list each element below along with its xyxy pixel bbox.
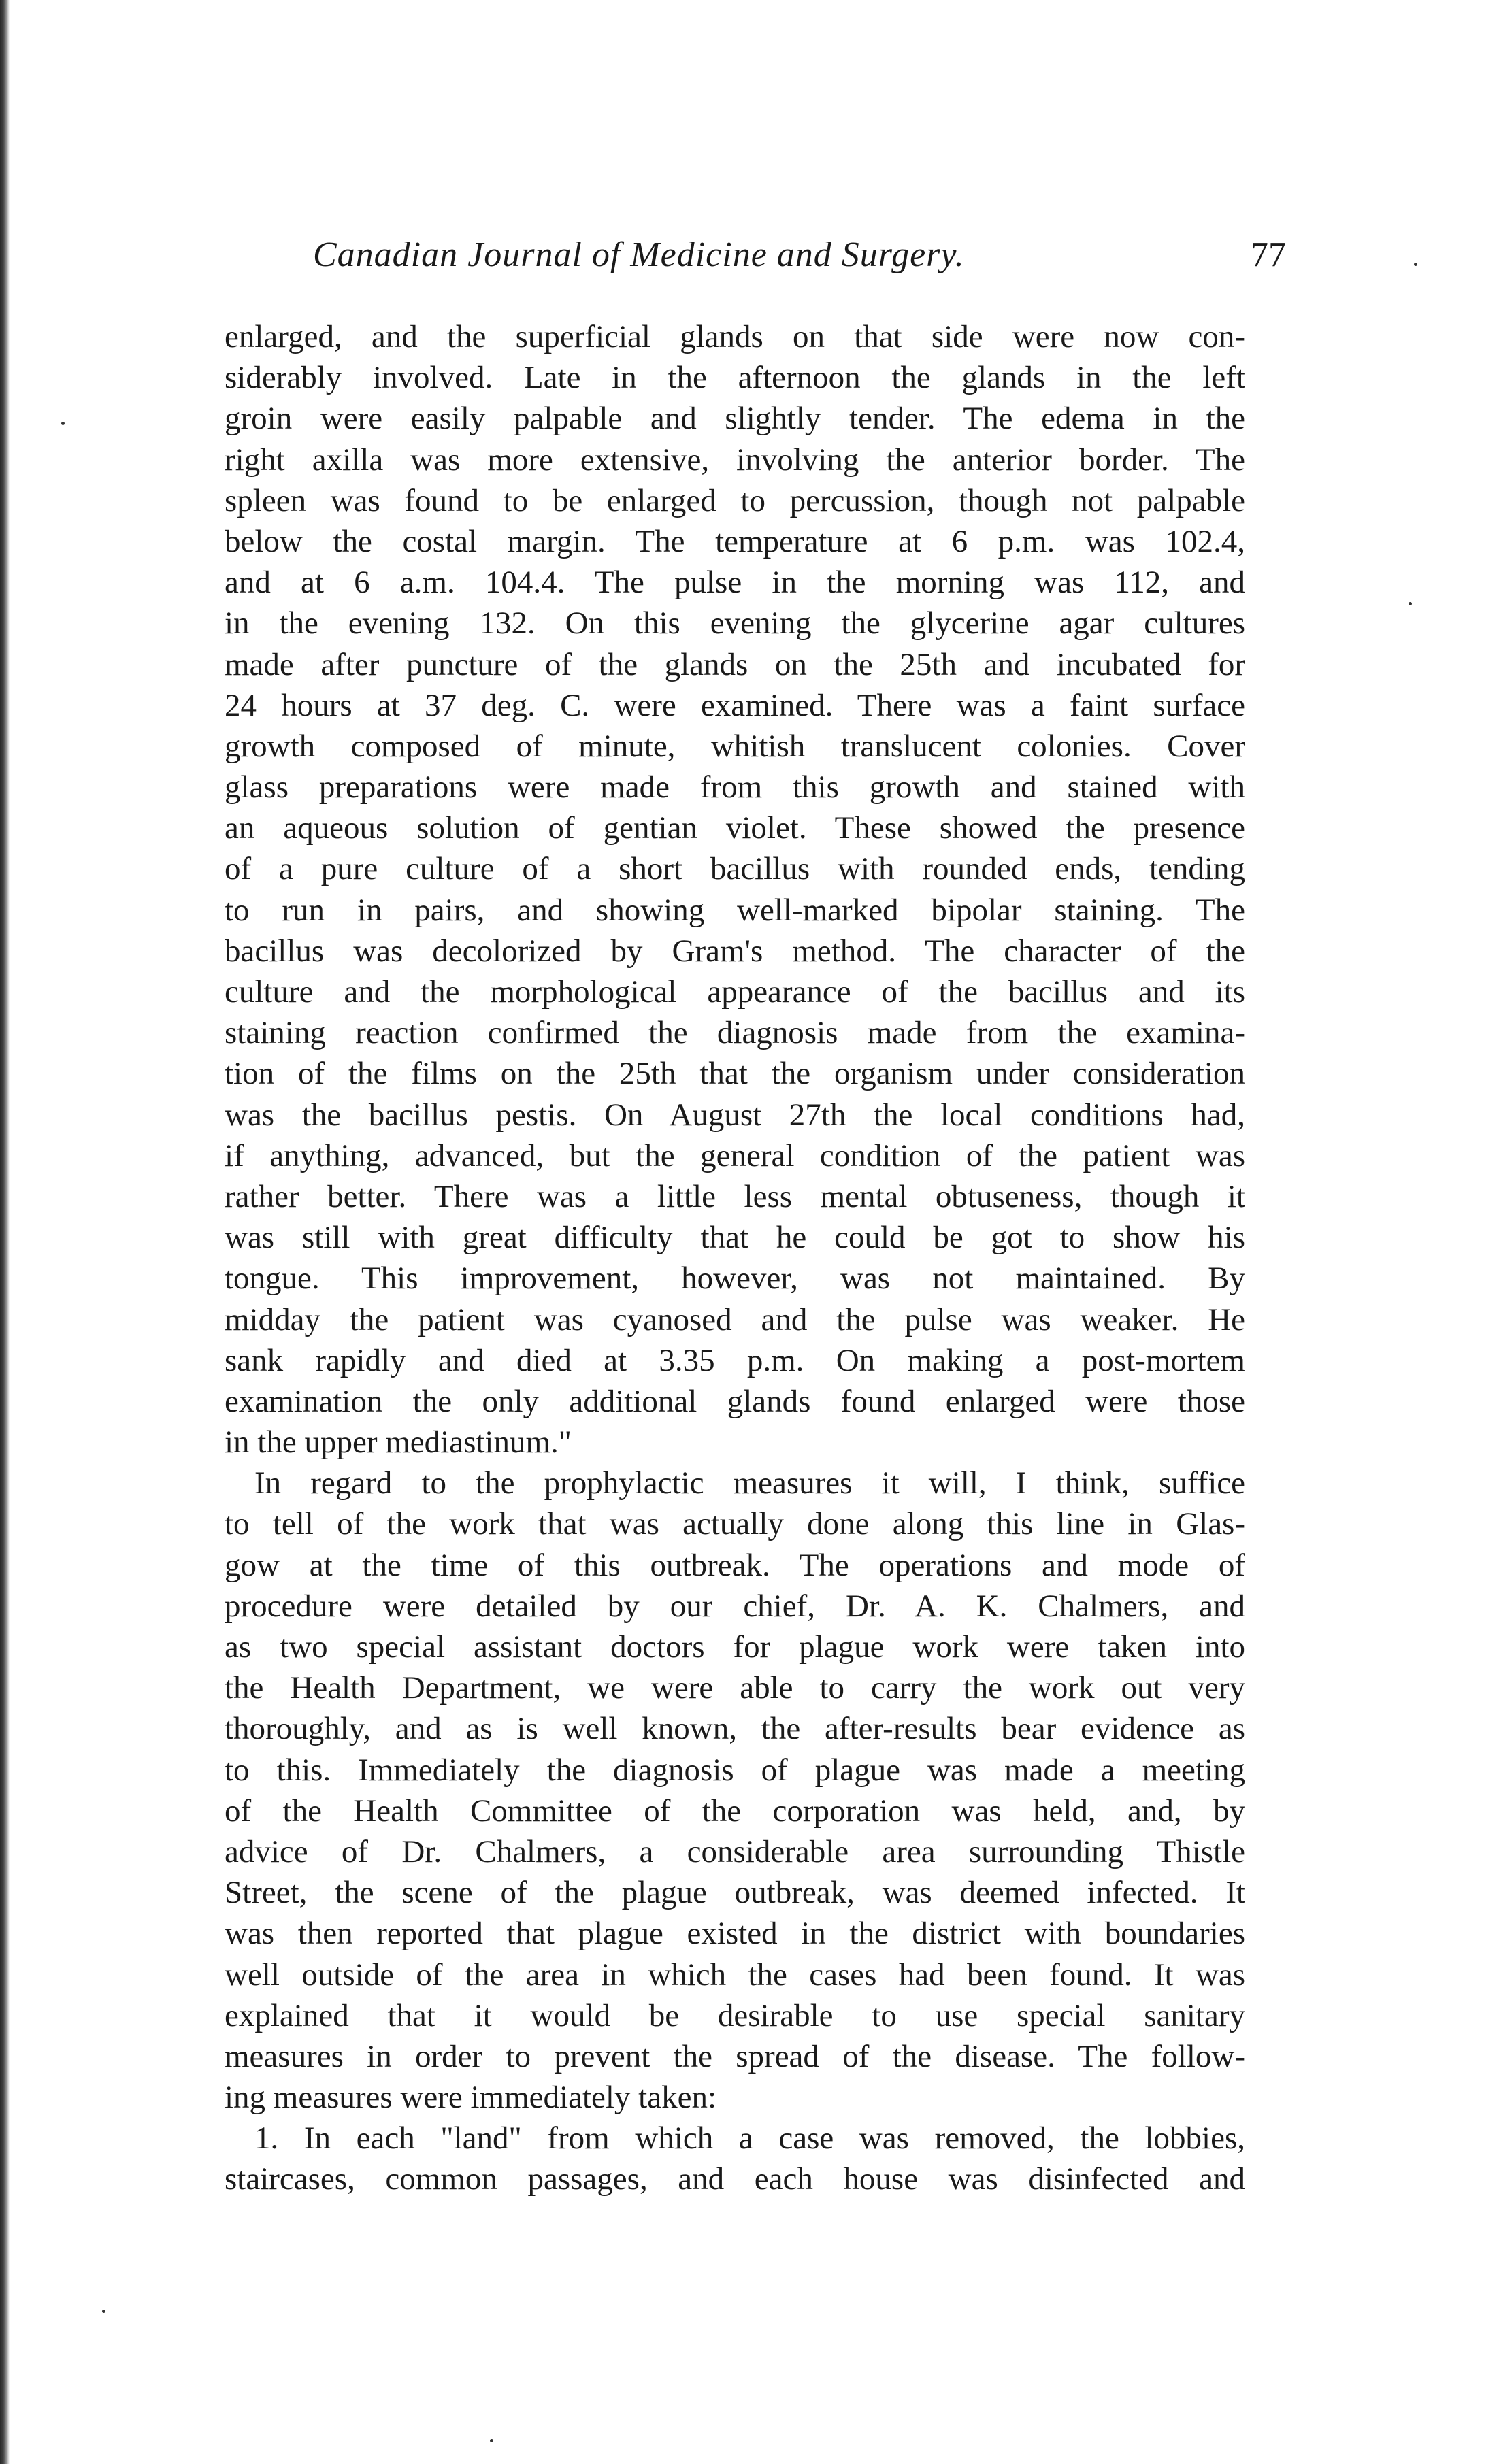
text-line: and at 6 a.m. 104.4. The pulse in the morning was 112, and [225, 565, 1245, 601]
text-line: groin were easily palpable and slightly tender. The edema in the [225, 401, 1245, 437]
text-line: sank rapidly and died at 3.35 p.m. On making a post-mortem [225, 1342, 1245, 1378]
scan-speck [490, 2439, 493, 2442]
text-line: 24 hours at 37 deg. C. were examined. There was a faint surface [225, 687, 1245, 723]
text-line: Street, the scene of the plague outbreak, was deemed infected. It [225, 1875, 1245, 1911]
text-line: staircases, common passages, and each house was disinfected and [225, 2161, 1245, 2197]
journal-title: Canadian Journal of Medicine and Surgery. [313, 235, 965, 274]
text-line: well outside of the area in which the cases had been found. It was [225, 1957, 1245, 1993]
scan-speck [61, 422, 65, 425]
text-line: procedure were detailed by our chief, Dr. A. K. Chalmers, and [225, 1588, 1245, 1624]
text-line: siderably involved. Late in the afternoon the glands in the left [225, 360, 1245, 396]
body-text [225, 316, 1245, 2200]
text-line: was then reported that plague existed in the district with boundaries [225, 1916, 1245, 1952]
text-line: to tell of the work that was actually done along this line in Glas- [225, 1506, 1245, 1542]
text-line: bacillus was decolorized by Gram's method. The character of the [225, 933, 1245, 969]
text-line: an aqueous solution of gentian violet. These showed the presence [225, 810, 1245, 846]
text-line: spleen was found to be enlarged to percussion, though not palpable [225, 482, 1245, 518]
text-line: staining reaction confirmed the diagnosis made from the examina- [225, 1015, 1245, 1051]
text-line: to run in pairs, and showing well-marked bipolar staining. The [225, 892, 1245, 928]
text-line: rather better. There was a little less mental obtuseness, though it [225, 1178, 1245, 1214]
text-line: measures in order to prevent the spread of the disease. The follow- [225, 2038, 1245, 2074]
text-line: enlarged, and the superficial glands on that side were now con- [225, 319, 1245, 354]
text-line: advice of Dr. Chalmers, a considerable area surrounding Thistle [225, 1833, 1245, 1869]
text-line: In regard to the prophylactic measures it will, I think, suffice [254, 1465, 1245, 1501]
text-line: of the Health Committee of the corporation was held, and, by [225, 1793, 1245, 1829]
scan-speck [102, 2310, 105, 2313]
text-line: if anything, advanced, but the general condition of the patient was [225, 1137, 1245, 1173]
text-line: in the evening 132. On this evening the glycerine agar cultures [225, 605, 1245, 642]
text-line: explained that it would be desirable to use special sanitary [225, 1997, 1245, 2033]
scan-speck [1414, 263, 1417, 266]
text-line: was the bacillus pestis. On August 27th the local conditions had, [225, 1097, 1245, 1133]
text-line: made after puncture of the glands on the 25th and incubated for [225, 646, 1245, 682]
text-line: right axilla was more extensive, involving the anterior border. The [225, 442, 1245, 478]
running-head [225, 235, 1286, 282]
page-number: 77 [1251, 235, 1286, 274]
text-line: tongue. This improvement, however, was not maintained. By [225, 1261, 1245, 1297]
binding-edge [0, 0, 10, 2464]
text-line: midday the patient was cyanosed and the pulse was weaker. He [225, 1301, 1245, 1337]
text-line: ing measures were immediately taken: [225, 2080, 717, 2116]
text-line: culture and the morphological appearance of the bacillus and its [225, 974, 1245, 1010]
text-line: tion of the films on the 25th that the organism under consideration [225, 1056, 1245, 1092]
text-line: thoroughly, and as is well known, the after-results bear evidence as [225, 1711, 1245, 1747]
text-line: as two special assistant doctors for plague work were taken into [225, 1629, 1245, 1665]
text-line: below the costal margin. The temperature at 6 p.m. was 102.4, [225, 523, 1245, 559]
scan-speck [1409, 602, 1412, 605]
text-line: 1. In each "land" from which a case was removed, the lobbies, [254, 2120, 1245, 2157]
text-line: in the upper mediastinum." [225, 1425, 572, 1461]
text-line: of a pure culture of a short bacillus with rounded ends, tending [225, 851, 1245, 887]
text-line: to this. Immediately the diagnosis of plague was made a meeting [225, 1752, 1245, 1788]
text-line: the Health Department, we were able to carry the work out very [225, 1670, 1245, 1706]
text-line: growth composed of minute, whitish translucent colonies. Cover [225, 728, 1245, 764]
text-line: glass preparations were made from this growth and stained with [225, 769, 1245, 805]
text-line: examination the only additional glands found enlarged were those [225, 1383, 1245, 1419]
text-line: gow at the time of this outbreak. The operations and mode of [225, 1547, 1245, 1583]
text-line: was still with great difficulty that he could be got to show his [225, 1220, 1245, 1256]
